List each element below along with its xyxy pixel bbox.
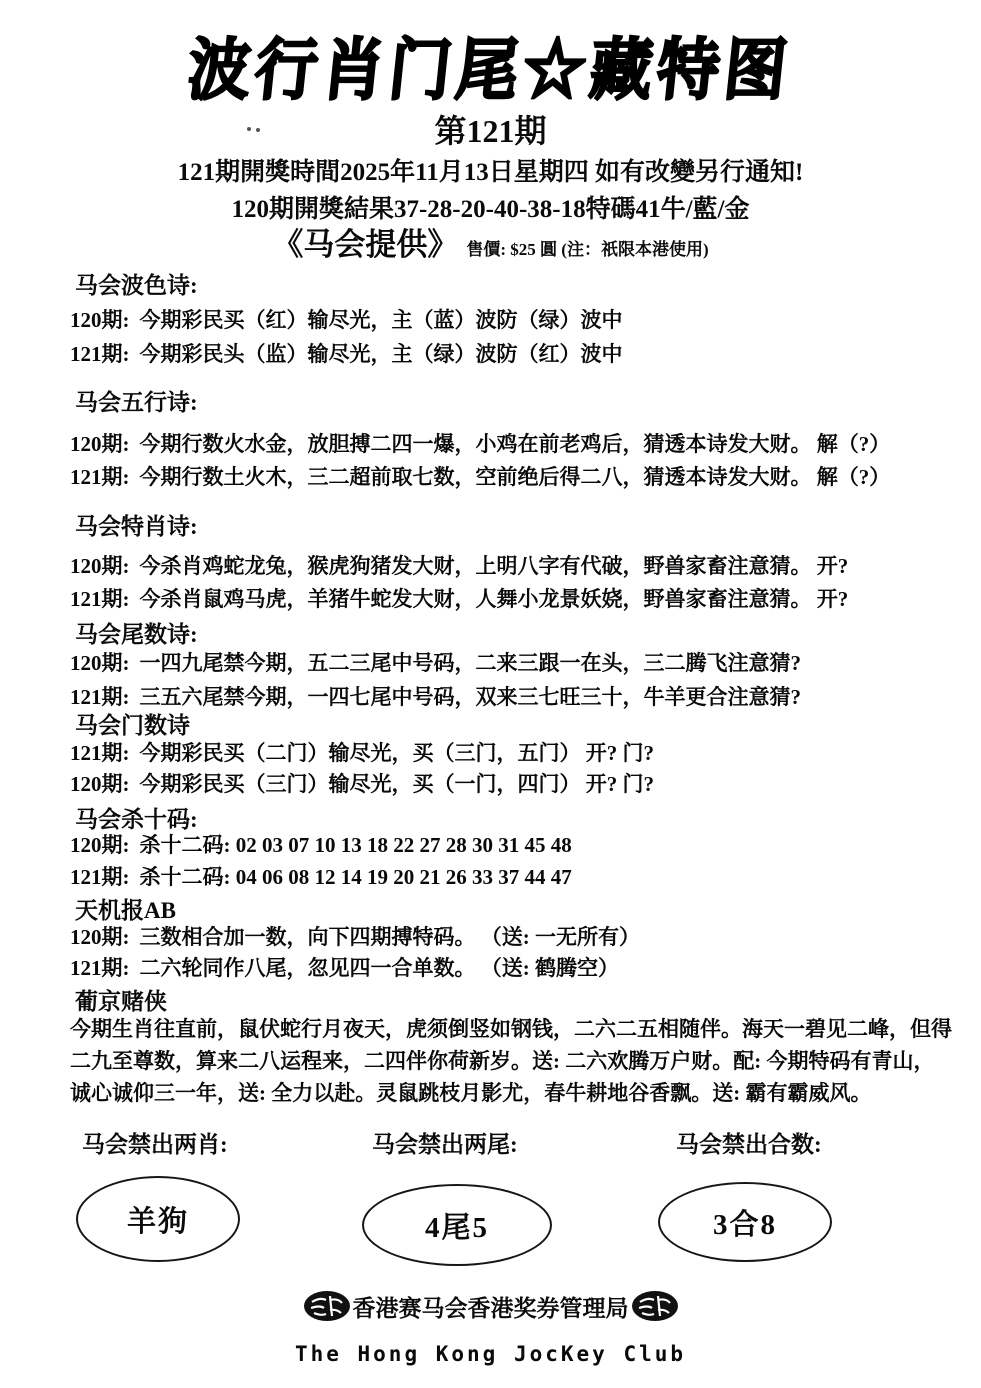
section-header-weishu: 马会尾数诗:: [75, 622, 198, 647]
issue-label: 121期:: [70, 587, 130, 611]
forbidden-zodiac-oval: [76, 1176, 240, 1262]
forbidden-zodiac-value: 羊狗: [126, 1205, 189, 1238]
paragraph-line: 今期生肖往直前，鼠伏蛇行月夜天，虎须倒竖如钢钱，二六二五相随伴。海天一碧见二峰，但得: [70, 1017, 952, 1041]
poem-line: [70, 461, 890, 491]
issue-label: 121期:: [70, 465, 130, 489]
footer-org-row: [0, 1288, 981, 1324]
paragraph-line: 二九至尊数，算来二八运程来，二四伴你荷新岁。送: 二六欢腾万户财。配: 今期特码有青山，: [70, 1049, 935, 1073]
provider-name: 《马会提供》: [272, 227, 459, 262]
jockey-club-logo-icon: [630, 1288, 680, 1324]
issue-heading: 第121期: [434, 113, 547, 149]
section-header-texiao: 马会特肖诗:: [75, 514, 198, 539]
forbidden-sum-label: 马会禁出合数:: [676, 1132, 822, 1157]
poem-line: [70, 583, 848, 613]
poem-text: 今期彩民头（监）输尽光，主（绿）波防（红）波中: [139, 342, 623, 366]
issue-label: 120期:: [70, 554, 130, 578]
section-header-shashima: 马会杀十码:: [75, 807, 198, 832]
section-header-bose: 马会波色诗:: [75, 273, 198, 298]
poem-text: 一四九尾禁今期，五二三尾中号码，二来三跟一在头，三二腾飞注意猜?: [139, 651, 801, 675]
poem-text: 今期行数火水金，放胆搏二四一爆，小鸡在前老鸡后，猜透本诗发大财。 解（?）: [139, 432, 891, 456]
footer-org-text: 香港赛马会香港奖券管理局: [352, 1295, 629, 1321]
poem-line: [70, 647, 801, 677]
previous-result-line: 120期開獎結果37-28-20-40-38-18特碼41牛/藍/金: [231, 196, 750, 223]
page-title: 波行肖门尾☆藏特图: [184, 34, 796, 109]
issue-label: 120期:: [70, 833, 130, 857]
forbidden-tail-label: 马会禁出两尾:: [372, 1132, 518, 1157]
forbidden-tail-oval: [362, 1184, 552, 1266]
poem-text: 二六轮同作八尾，忽见四一合单数。 （送: 鹤腾空）: [139, 956, 619, 980]
poem-text: 三五六尾禁今期，一四七尾中号码，双来三七旺三十，牛羊更合注意猜?: [139, 685, 801, 709]
poem-line: [70, 921, 640, 951]
section-header-menshu: 马会门数诗: [75, 713, 190, 738]
issue-label: 120期:: [70, 925, 130, 949]
issue-label: 121期:: [70, 741, 130, 765]
forbidden-sum-value: 3合8: [712, 1208, 777, 1241]
issue-label: 120期:: [70, 651, 130, 675]
provider-price-note: 售價: $25 圓 (注：祇限本港使用): [466, 240, 709, 259]
forbidden-tail-value: 4尾5: [424, 1211, 489, 1244]
jockey-club-logo-icon: [302, 1288, 352, 1324]
section-header-pujingduxia: 葡京赌侠: [75, 989, 167, 1014]
kill-numbers-line: [70, 829, 572, 859]
scan-artifact-dots: [247, 127, 251, 131]
poem-line: [70, 304, 623, 334]
issue-label: 121期:: [70, 342, 130, 366]
poem-text: 今期彩民买（二门）输尽光，买（三门，五门） 开? 门?: [139, 741, 654, 765]
issue-label: 121期:: [70, 685, 130, 709]
issue-label: 120期:: [70, 432, 130, 456]
kill-numbers-line: [70, 861, 572, 891]
poem-text: 今期彩民买（红）输尽光，主（蓝）波防（绿）波中: [139, 308, 623, 332]
poem-line: [70, 550, 848, 580]
issue-label: 121期:: [70, 865, 130, 889]
footer-english-name: The Hong Kong JocKey Club: [294, 1342, 687, 1366]
poem-line: [70, 952, 619, 982]
draw-time-notice: 121期開獎時間2025年11月13日星期四 如有改變另行通知!: [177, 159, 804, 186]
forbidden-sum-oval: [658, 1182, 832, 1262]
poem-line: [70, 428, 890, 458]
poem-line: [70, 338, 623, 368]
kill-numbers: 杀十二码: 02 03 07 10 13 18 22 27 28 30 31 45 48: [139, 833, 572, 857]
poem-text: 今期彩民买（三门）输尽光，买（一门，四门） 开? 门?: [139, 772, 654, 796]
forbidden-zodiac-label: 马会禁出两肖:: [82, 1132, 228, 1157]
paragraph-line: 诚心诚仰三一年，送: 全力以赴。灵鼠跳枝月影尤，春牛耕地谷香飘。送: 霸有霸威风。: [70, 1081, 872, 1105]
poem-text: 三数相合加一数，向下四期搏特码。 （送: 一无所有）: [139, 925, 640, 949]
poem-text: 今期行数土火木，三二超前取七数，空前绝后得二八，猜透本诗发大财。 解（?）: [139, 465, 891, 489]
poem-text: 今杀肖鼠鸡马虎，羊猪牛蛇发大财，人舞小龙景妖娆，野兽家畜注意猜。 开?: [139, 587, 849, 611]
issue-label: 120期:: [70, 772, 130, 796]
issue-label: 121期:: [70, 956, 130, 980]
section-header-tianjibao: 天机报AB: [75, 898, 176, 923]
section-header-wuxing: 马会五行诗:: [75, 390, 198, 415]
provider-line: [0, 219, 981, 264]
issue-label: 120期:: [70, 308, 130, 332]
poem-line: [70, 737, 654, 767]
kill-numbers: 杀十二码: 04 06 08 12 14 19 20 21 26 33 37 44 47: [139, 865, 572, 889]
poem-text: 今杀肖鸡蛇龙兔，猴虎狗猪发大财，上明八字有代破，野兽家畜注意猜。 开?: [139, 554, 849, 578]
poem-line: [70, 768, 654, 798]
